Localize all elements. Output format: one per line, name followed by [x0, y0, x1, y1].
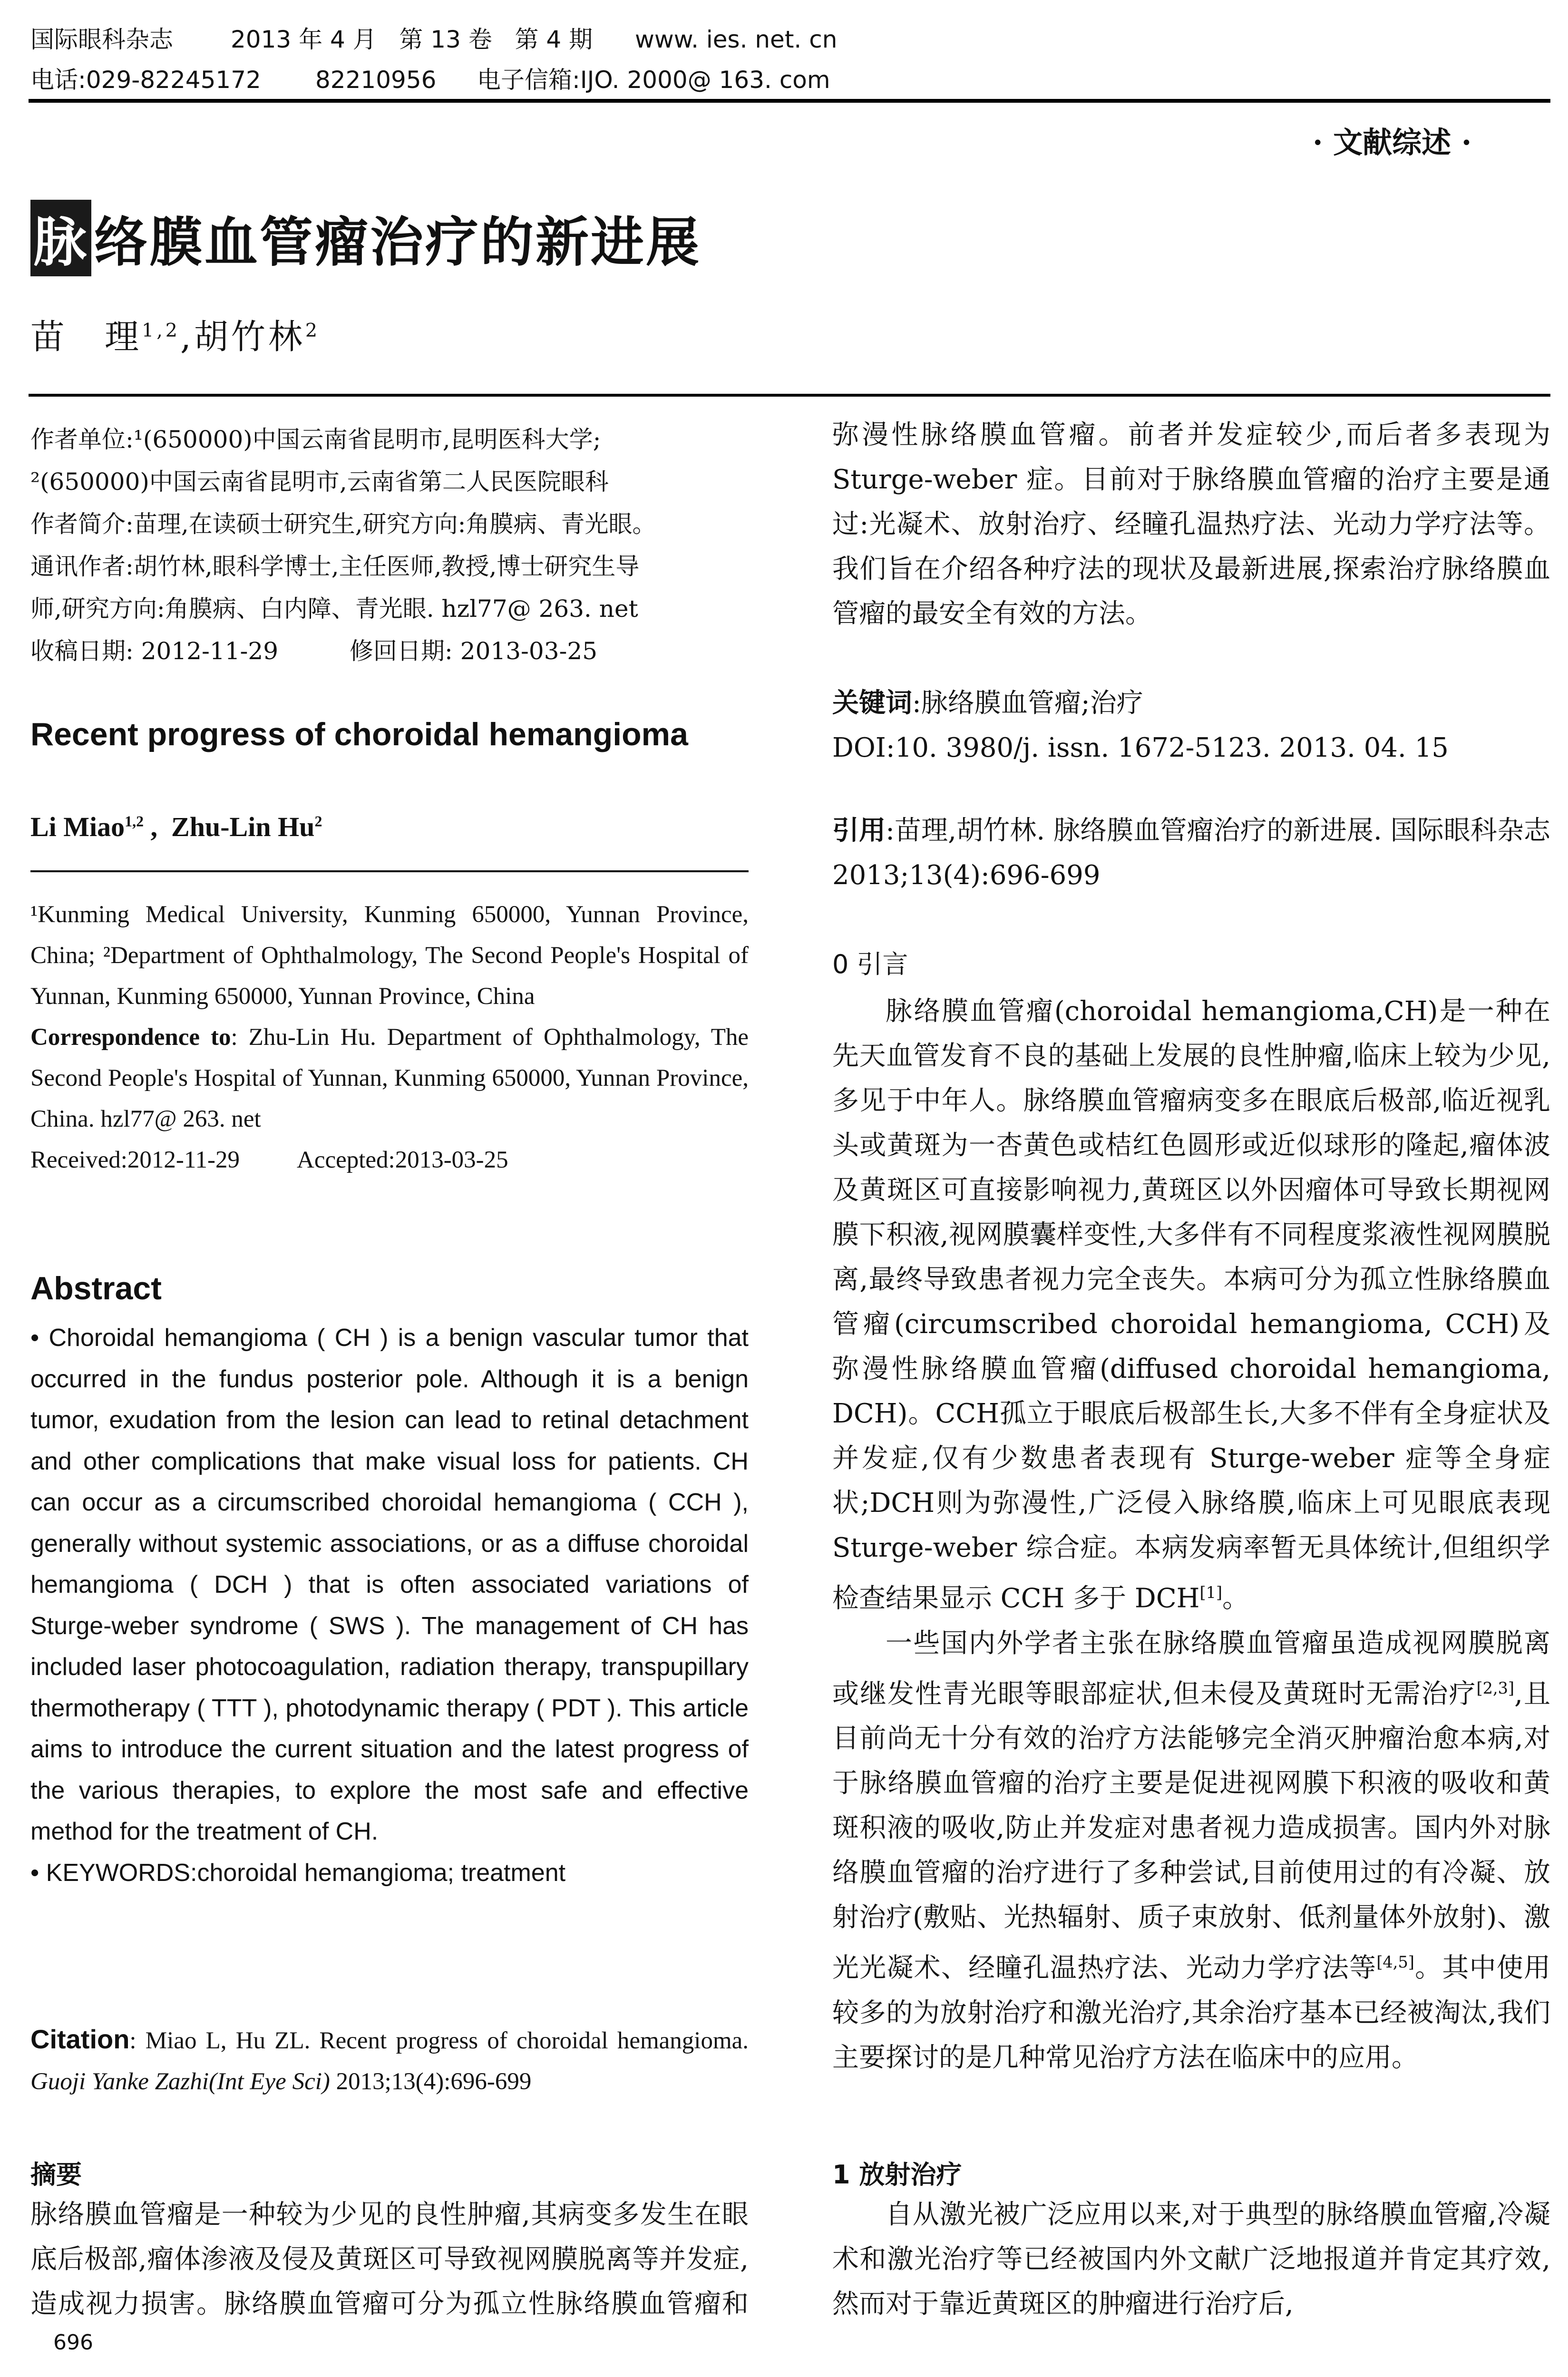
correspondence — [30, 1017, 749, 1140]
corresponding-author-cont: 师,研究方向:角膜病、白内障、青光眼. hzl77@ 263. net — [30, 595, 638, 623]
citation-ref-2[interactable]: [2,3] — [1476, 1678, 1515, 1697]
citation-ref-1[interactable]: [1] — [1199, 1583, 1223, 1602]
phone-2: 82210956 — [315, 66, 437, 94]
correspondence-label: Correspondence to — [30, 1024, 231, 1051]
title-rule — [29, 394, 1550, 397]
section-1-body — [832, 2192, 1550, 2327]
issue-info: 2013 年 4 月 第 13 卷 第 4 期 — [231, 26, 593, 53]
intro-paragraph-2 — [832, 1621, 1550, 2080]
title-rest: 络膜血管瘤治疗的新进展 — [94, 211, 701, 273]
intro-p2-a: 一些国内外学者主张在脉络膜血管瘤虽造成视网膜脱离或继发性青光眼等眼部症状,但未侵及黄斑时无需治疗 — [832, 1627, 1550, 1710]
journal-name: 国际眼科杂志 — [30, 26, 173, 53]
author-en-2: Zhu-Lin Hu — [171, 811, 315, 842]
intro-p2-c: 。其中使用较多的为放射治疗和激光治疗,其余治疗基本已经被淘汰,我们主要探讨的是几种常见治疗方法在临床中的应用。 — [832, 1952, 1551, 2073]
cn-keywords-label: 关键词 — [832, 688, 912, 719]
abstract-body: • Choroidal hemangioma ( CH ) is a benign vascular tumor that occurred in the fundus posterior pole. Although it is a benign tumor, exudation from the lesion can lead to retinal detachment and other complications that make visual loss for patients. CH can occur as a circumscribed choroidal hemangioma ( CCH ), generally without systemic associations, or as a diffuse choroidal hemangioma ( DCH ) that is often associated variations of Sturge-weber syndrome ( SWS ). The management of CH has included laser photocoagulation, radiation therapy, transpupillary thermotherapy ( TTT ), photodynamic therapy ( PDT ). This article aims to introduce the current situation and the latest progress of the various therapies, to explore the most safe and effective method for the treatment of CH. — [30, 1324, 749, 1845]
abstract-heading: Abstract — [30, 1270, 162, 1306]
accepted-en: Accepted:2013-03-25 — [296, 1147, 508, 1173]
email: 电子信箱:IJO. 2000@ 163. com — [477, 66, 830, 94]
citation-cn — [832, 809, 1550, 898]
doi: DOI:10. 3980/j. issn. 1672-5123. 2013. 04. 15 — [832, 732, 1449, 763]
phone: 电话:029-82245172 — [30, 66, 261, 94]
affiliations-en — [30, 894, 749, 1180]
author-en-separator: , — [144, 811, 172, 842]
author-2: 胡竹林 — [194, 317, 305, 357]
citation-cn-text: :苗理,胡竹林. 脉络膜血管瘤治疗的新进展. 国际眼科杂志 2013;13(4):696-699 — [832, 815, 1551, 891]
correspondence-text: : Zhu-Lin Hu. Department of Ophthalmology, The Second People's Hospital of Yunnan, Kunming 650000, Yunnan Province, China. hzl77@ 263. net — [30, 1024, 749, 1132]
section-1-heading: 1 放射治疗 — [832, 2160, 962, 2190]
abstract-en — [30, 1317, 749, 1893]
english-title: Recent progress of choroidal hemangioma — [30, 716, 688, 752]
cn-keywords-text: :脉络膜血管瘤;治疗 — [912, 688, 1143, 719]
author-intro: 作者简介:苗理,在读硕士研究生,研究方向:角膜病、青光眼。 — [30, 510, 656, 538]
received-en: Received:2012-11-29 — [30, 1147, 240, 1173]
affil-en-text: ¹Kunming Medical University, Kunming 650000, Yunnan Province, China; ²Department of Ophthalmology, The Second People's Hospital of Yunnan, Kunming 650000, Yunnan Province, China — [30, 901, 749, 1010]
citation-text-2: 2013;13(4):696-699 — [330, 2068, 532, 2095]
keywords-en: • KEYWORDS:choroidal hemangioma; treatment — [30, 1859, 566, 1887]
title-first-char: 脉 — [30, 200, 91, 276]
cn-abstract-left — [30, 2192, 749, 2327]
affil-line-2: ²(650000)中国云南省昆明市,云南省第二人民医院眼科 — [30, 468, 609, 496]
citation-ref-3[interactable]: [4,5] — [1376, 1953, 1414, 1972]
authors-cn — [30, 309, 320, 359]
author-en-2-affil: 2 — [314, 813, 322, 830]
en-author-rule — [30, 870, 749, 872]
page-number: 696 — [53, 2330, 93, 2355]
received-dates-en — [30, 1140, 749, 1180]
author-2-affil: 2 — [305, 320, 321, 341]
intro-heading: 0 引言 — [832, 949, 908, 979]
section-1-paragraph: 自从激光被广泛应用以来,对于典型的脉络膜血管瘤,冷凝术和激光治疗等已经被国内外文献广泛地报道并肯定其疗效,然而对于靠近黄斑区的肿瘤进行治疗后, — [832, 2199, 1550, 2319]
header-rule — [29, 99, 1550, 103]
intro-p1-text: 脉络膜血管瘤(choroidal hemangioma,CH)是一种在先天血管发育不良的基础上发展的良性肿瘤,临床上较为少见,多见于中年人。脉络膜血管瘤病变多在眼底后极部,临近视乳头或黄斑为一杏黄色或桔红色圆形或近似球形的隆起,瘤体波及黄斑区可直接影响视力,黄斑区以外因瘤体可导致长期视网膜下积液,视网膜囊样变性,大多伴有不同程度浆液性视网膜脱离,最终导致患者视力完全丧失。本病可分为孤立性脉络膜血管瘤(circumscribed choroidal hemangioma, CCH)及弥漫性脉络膜血管瘤(diffused choroidal hemangioma, DCH)。CCH孤立于眼底后极部生长,大多不伴有全身症状及并发症,仅有少数患者表现有 Sturge-weber 症等全身症状;DCH则为弥漫性,广泛侵入脉络膜,临床上可见眼底表现Sturge-weber 综合症。本病发病率暂无具体统计,但组织学检查结果显示 CCH 多于 DCH — [832, 996, 1550, 1614]
author-1-affil: 1,2 — [142, 320, 180, 341]
cn-keywords — [832, 681, 1550, 726]
cn-abstract-body-left: 脉络膜血管瘤是一种较为少见的良性肿瘤,其病变多发生在眼底后极部,瘤体渗液及侵及黄斑区可导致视网膜脱离等并发症,造成视力损害。脉络膜血管瘤可分为孤立性脉络膜血管瘤和 — [30, 2199, 749, 2319]
affiliations-cn — [30, 419, 753, 672]
intro-p2-b: ,且目前尚无十分有效的治疗方法能够完全消灭肿瘤治愈本病,对于脉络膜血管瘤的治疗主要是促进视网膜下积液的吸收和黄斑积液的吸收,防止并发症对患者视力造成损害。国内外对脉络膜血管瘤的治疗进行了多种尝试,目前使用过的有冷凝、放射治疗(敷贴、光热辐射、质子束放射、低剂量体外放射)、激光光凝术、经瞳孔温热疗法、光动力学疗法等 — [832, 1678, 1550, 1984]
received-dates-cn: 收稿日期: 2012-11-29 修回日期: 2013-03-25 — [30, 637, 598, 665]
intro-paragraph-1 — [832, 989, 1550, 1621]
authors-en — [30, 811, 322, 843]
citation-en — [30, 2019, 749, 2102]
citation-label: Citation — [30, 2024, 130, 2054]
section-label: · 文献综述 · — [1313, 125, 1472, 160]
author-1: 苗 理 — [30, 317, 142, 357]
intro-p1-end: 。 — [1222, 1583, 1249, 1614]
cn-abstract-body-right: 弥漫性脉络膜血管瘤。前者并发症较少,而后者多表现为 Sturge-weber 症。目前对于脉络膜血管瘤的治疗主要是通过:光凝术、放射治疗、经瞳孔温热疗法、光动力学疗法等。我们旨在介绍各种疗法的现状及最新进展,探索治疗脉络膜血管瘤的最安全有效的方法。 — [832, 419, 1550, 629]
corresponding-author: 通讯作者:胡竹林,眼科学博士,主任医师,教授,博士研究生导 — [30, 553, 640, 580]
citation-journal: Guoji Yanke Zazhi(Int Eye Sci) — [30, 2068, 330, 2095]
intro-body — [832, 989, 1550, 2080]
author-en-1: Li Miao — [30, 811, 125, 842]
cn-abstract-right — [832, 413, 1550, 770]
citation-text-1: : Miao L, Hu ZL. Recent progress of choroidal hemangioma. — [129, 2027, 749, 2054]
article-title — [30, 200, 701, 276]
citation-cn-label: 引用 — [832, 815, 886, 846]
cn-abstract-heading: 摘要 — [30, 2160, 82, 2190]
website: www. ies. net. cn — [635, 26, 838, 53]
author-separator: , — [180, 317, 194, 357]
affil-line-1: 作者单位:¹(650000)中国云南省昆明市,昆明医科大学; — [30, 426, 601, 453]
author-en-1-affil: 1,2 — [125, 813, 144, 830]
